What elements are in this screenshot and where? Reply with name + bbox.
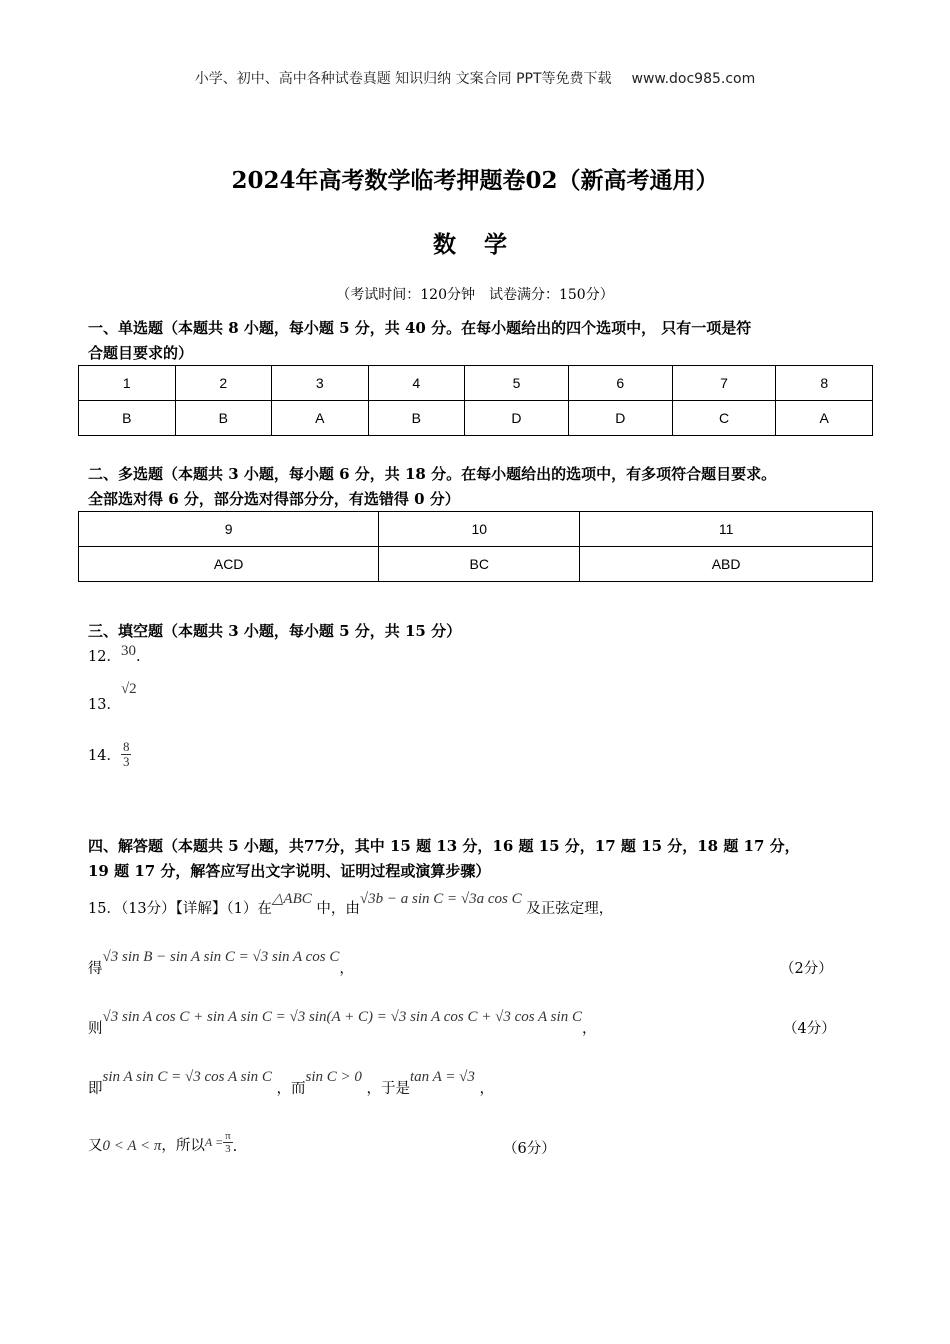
header-site-link[interactable]: www.doc985.com <box>631 71 756 87</box>
answer-cell: A <box>776 401 873 436</box>
header-slogan: 小学、初中、高中各种试卷真题 知识归纳 文案合同 PPT等免费下载 <box>194 71 612 87</box>
q15-line4: 即sin A sin C = √3 cos A sin C ，而sin C > 0 ，于是tan A = √3 ， <box>88 1069 494 1097</box>
section2-answer-table <box>78 511 873 582</box>
section1-heading-cont: 合题目要求的） <box>88 344 194 362</box>
answer-cell: ACD <box>79 547 379 582</box>
answer-cell: D <box>465 401 569 436</box>
question-number-cell: 5 <box>465 366 569 401</box>
section2-heading: 二、多选题（本题共 3 小题，每小题 6 分，共 18 分。在每小题给出的选项中，有多项符合题目要求。 <box>88 465 777 483</box>
question-number-cell: 6 <box>568 366 672 401</box>
answer-cell: C <box>672 401 776 436</box>
question-number-cell: 9 <box>79 512 379 547</box>
q15-points-6: （6分） <box>503 1141 556 1157</box>
q15-line1: 15．（13分）【详解】（1）在△ABC 中，由√3b − a sin C = √3a cos C 及正弦定理， <box>88 891 614 917</box>
question-number-cell: 10 <box>379 512 580 547</box>
question-number-cell: 11 <box>580 512 873 547</box>
q15-points-4: （4分） <box>783 1021 836 1037</box>
q15-points-2: （2分） <box>780 961 833 977</box>
subject-title: 数 学 <box>432 231 517 258</box>
q15-line3: 则√3 sin A cos C + sin A sin C = √3 sin(A + C) = √3 sin A cos C + √3 cos A sin C， <box>88 1009 597 1037</box>
q13-answer: 13．√2 <box>88 681 137 713</box>
answer-cell: B <box>175 401 272 436</box>
answer-cell: B <box>79 401 176 436</box>
section1-answer-table <box>78 365 873 436</box>
question-number-cell: 3 <box>272 366 369 401</box>
section4-heading-cont: 19 题 17 分，解答应写出文字说明、证明过程或演算步骤） <box>88 862 491 880</box>
section1-heading: 一、单选题（本题共 8 小题，每小题 5 分，共 40 分。在每小题给出的四个选项中， 只有一项是符 <box>88 319 752 337</box>
q15-line5: 又 0 < A < π ，所以 A = $\frac{\pi}{3}$ . <box>88 1130 238 1155</box>
section4-heading: 四、解答题（本题共 5 小题，共77分，其中 15 题 13 分，16 题 15 分，17 题 15 分，18 题 17 分， <box>88 837 800 855</box>
answer-cell: B <box>368 401 465 436</box>
question-number-cell: 7 <box>672 366 776 401</box>
q12-answer: 12．30. <box>88 643 141 665</box>
answer-cell: ABD <box>580 547 873 582</box>
page-header <box>0 68 950 88</box>
answer-cell: BC <box>379 547 580 582</box>
exam-info: （考试时间：120分钟 试卷满分：150分） <box>336 287 614 303</box>
q15-line2: 得√3 sin B − sin A sin C = √3 sin A cos C， <box>88 949 354 977</box>
question-number-cell: 1 <box>79 366 176 401</box>
exam-title: 2024年高考数学临考押题卷02（新高考通用） <box>231 167 719 194</box>
question-number-cell: 4 <box>368 366 465 401</box>
question-number-cell: 2 <box>175 366 272 401</box>
q14-answer: 14． $\frac{8}{3}$ <box>88 739 130 769</box>
section3-heading: 三、填空题（本题共 3 小题，每小题 5 分，共 15 分） <box>88 622 462 640</box>
answer-cell: D <box>568 401 672 436</box>
answer-cell: A <box>272 401 369 436</box>
section2-heading-cont: 全部选对得 6 分，部分选对得部分分，有选错得 0 分） <box>88 490 460 508</box>
question-number-cell: 8 <box>776 366 873 401</box>
